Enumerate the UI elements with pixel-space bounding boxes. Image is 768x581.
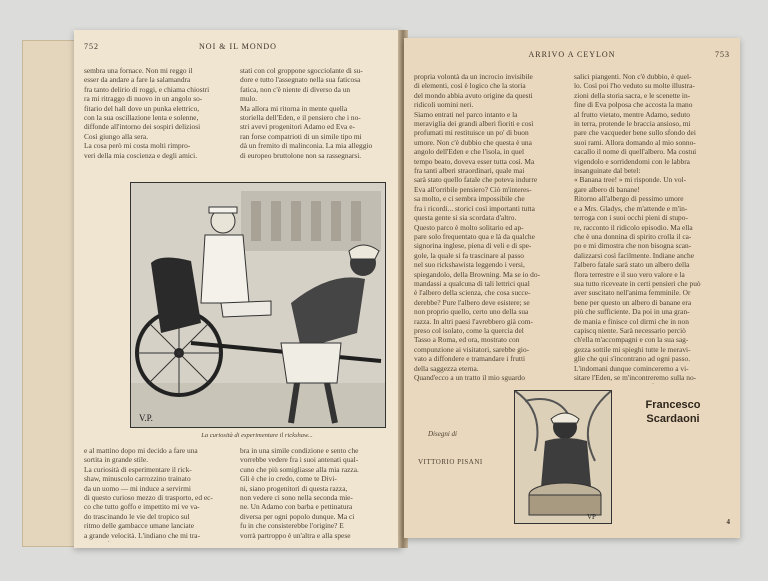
text-line: La curiosità di esperimentare il rick- [84, 464, 192, 474]
text-block [84, 446, 230, 542]
right-column-2 [574, 72, 730, 384]
text-block [414, 72, 564, 384]
text-line: profumati mi restituisce un po' di buon [414, 128, 529, 138]
left-page-number: 752 [84, 42, 99, 51]
right-column-1 [414, 72, 564, 384]
text-line: sitare l'Eden, se m'incontreremo sulla no- [574, 373, 697, 382]
right-page-header [404, 50, 740, 62]
text-line: fatica, non c'è niente di diverso da un [240, 84, 351, 94]
text-line: Siamo entrati nel parco intanto e la [414, 109, 518, 119]
author-byline [618, 398, 728, 426]
text-line: capiscq niente. Sarà necessario perciò [574, 325, 686, 335]
text-line: ran forse compatrioti di un simile tipo mi [240, 131, 362, 141]
text-line: fra tanto delirio di roggi, e chiama chiostri [84, 84, 210, 94]
text-line: fu in che consisterebbe l'origine? E [240, 521, 344, 531]
text-line: fine di Eva polposa che accosta la mano [574, 100, 693, 110]
text-line: do trascinando le vie del tropico sul [84, 511, 190, 521]
text-line: spiegandolo, della Browning. Ma se io do- [414, 269, 541, 279]
left-column-1-bottom [84, 446, 230, 542]
right-running-head: ARRIVO A CEYLON [528, 50, 616, 59]
text-line: bene per questo un albero di banane era [574, 297, 692, 307]
text-line: al frutto vietato, mentre Adamo, seduto [574, 109, 690, 119]
text-line: razza. In altri paesi l'avrebbero già com- [414, 316, 533, 326]
text-line: non proprio quello, certo uno della sua [414, 307, 529, 317]
text-line: a grande velocità. L'indiano che mi tra- [84, 530, 201, 540]
text-line: Questo parco è molto solitario ed ap- [414, 222, 524, 232]
text-line: Tasso a Roma, ed ora, mostrato con [414, 335, 520, 345]
text-line: signorina inglese, piena di veli e di spe- [414, 241, 532, 251]
text-line: ni, siano progenitori di questa razza, [240, 483, 348, 493]
text-line: salici piangenti. Non c'è dubbio, è quel- [574, 72, 692, 81]
text-line: ritmo delle gambacce umane lanciate [84, 521, 194, 531]
text-line: di questo curioso mezzo di trasporto, ed ec- [84, 493, 213, 503]
text-line: di elementi, così è logico che la storia [414, 81, 526, 91]
text-line: derebbe? Pure l'albero deve esistere; se [414, 297, 530, 307]
text-block [240, 66, 386, 160]
svg-text:VP: VP [587, 513, 596, 521]
right-page-number: 753 [715, 50, 730, 59]
text-line: angolo dell'Eden e che l'isola, in quel [414, 147, 525, 157]
left-column-2-bottom [240, 446, 386, 542]
text-line: fra tanti alberi straordinari, quale mai [414, 166, 525, 176]
text-line: tempo beato, doveva esser tutta così. Ma [414, 156, 535, 166]
text-line: Gli è che io credo, come te Divi- [240, 474, 337, 484]
text-line: stri avevi progenitori Adamo ed Eva e- [240, 122, 355, 132]
text-line: ridicoli uomini neri. [414, 100, 474, 110]
text-line [84, 540, 230, 542]
text-line [574, 382, 730, 384]
text-line: mulo. [240, 94, 258, 104]
text-line: nel suo rickshawista leggendo i versi, [414, 260, 525, 270]
text-line: sua tutto riceveate in certi pensieri che può [574, 278, 701, 288]
text-line: Ritorno all'albergo di pessimo umore [574, 194, 684, 204]
text-line: fra i ricordi... storici così importanti tutta [414, 203, 535, 213]
rickshaw-drawing [131, 183, 385, 427]
text-line: sarà stato quello fatale che poteva indurre [414, 175, 538, 185]
text-line: ne. Un Adamo con barba e pettinatura [240, 502, 353, 512]
text-line: in terra, protende le braccia ansioso, mi [574, 119, 691, 129]
text-line: zioni della storia sacra, e le scenette in- [574, 90, 691, 100]
text-line: esser da andare a fare la salamandra [84, 75, 191, 85]
text-line [414, 382, 564, 384]
text-line: po e mi dimostra che non bisogna scan- [574, 241, 692, 251]
illustration-caption: La curiosità di esperimentare il rickshaw... [201, 432, 313, 439]
text-line: Ma allora mi ritorna in mente quella [240, 103, 348, 113]
text-line: Così giungo alla sera. [84, 131, 149, 141]
text-line: bra in una simile condizione e sento che [240, 446, 359, 455]
text-line: fitario del hall dove un punka elettrico, [84, 103, 200, 113]
left-page [74, 30, 402, 548]
text-line: diversa per ogni popolo dunque. Ma ci [240, 511, 355, 521]
text-line: e a Mrs. Gladys, che m'attende e m'in- [574, 203, 688, 213]
text-line: sa molto, e ci sembra impossibile che [414, 194, 525, 204]
text-line: « Banana tree! » mi risponde. Un vol- [574, 175, 687, 185]
text-line: terroga con i suoi occhi pieni di stupo- [574, 213, 688, 223]
text-line: ra mi ritraggo di nuovo in un angolo so- [84, 94, 203, 104]
text-line: pare che vacqueder bene sullo sfondo dei [574, 128, 696, 138]
text-line: aver suscitato nell'anima femminile. Or [574, 288, 691, 298]
text-line: è l'albero della scienza, che cosa succe- [414, 288, 531, 298]
text-line: glie che qui s'incontrano ad ogni passo. [574, 354, 691, 364]
svg-text:V.P.: V.P. [139, 413, 153, 423]
text-block [240, 446, 386, 542]
left-column-2-top [240, 66, 386, 178]
text-line: cuno che più somigliasse alla mia razza. [240, 464, 359, 474]
section-page-number: 4 [726, 518, 730, 526]
left-column-1-top [84, 66, 230, 178]
text-line: Quand'ecco a un tratto il mio sguardo [414, 373, 525, 382]
text-line: compunzione ai visitatori, sarebbe gio- [414, 344, 530, 354]
text-line: cacallo il nome di quell'albero. Ma costui [574, 147, 697, 157]
text-line: gole, la quale si fa trascinare al passo [414, 250, 524, 260]
text-line: che è una donnina di spirito crolla il ca- [574, 231, 692, 241]
text-line: dore e tutto l'assegnato nella sua faticosa [240, 75, 361, 85]
text-line: suoi rami. Allora domando al mio sonno- [574, 137, 696, 147]
text-line: L'indomani dunque cominceremo a vi- [574, 363, 689, 373]
text-block [574, 72, 730, 384]
text-line: de mania e finisce col dirmi che in non [574, 316, 689, 326]
text-block [84, 66, 230, 160]
text-line: pare solo frequentato qua e là da qualche [414, 231, 535, 241]
text-line: vorrà partroppo è un'altra e alla spese [240, 530, 351, 540]
text-line: storiella dell'Eden, e il pensiero che i no- [240, 113, 361, 123]
text-line: del mondo abbia avuto origine da questi [414, 90, 533, 100]
vendor-drawing [515, 391, 611, 523]
left-page-header [74, 42, 402, 54]
text-line: flora terrestre e il suo vero valore e la [574, 269, 685, 279]
text-line: di europeo bruttolone non sa rassegnarsi. [240, 150, 362, 160]
text-line: shaw, minuscolo carrozzino trainato [84, 474, 191, 484]
text-line: più che sufficiente. Da poi in una gran- [574, 307, 690, 317]
text-line: diffonde all'intorno dei sospiri deliziosi [84, 122, 201, 132]
text-line: preso col isolato, come la quercia del [414, 325, 524, 335]
right-page [404, 38, 740, 538]
text-line: da un uomo — mi induce a servirmi [84, 483, 191, 493]
illustrator-name: VITTORIO PISANI [418, 458, 483, 466]
drawings-label: Disegni di [428, 430, 457, 438]
text-line: questa gente si sia scordata d'altro. [414, 213, 517, 223]
author-first-name: Francesco [645, 399, 701, 411]
text-line: con la sua oscillazione lenta e solenne, [84, 113, 199, 123]
text-line: sortita in grande stile. [84, 455, 149, 465]
text-line: stati con col groppone sgocciolante di su- [240, 66, 363, 75]
text-line: re, racconto il ridicolo episodio. Ma ella [574, 222, 693, 232]
author-last-name: Scardaoni [646, 413, 700, 425]
text-line: non vedere ci sono nella seconda mie- [240, 493, 353, 503]
text-line: della saggezza eterna. [414, 363, 479, 373]
left-running-head: NOI & IL MONDO [199, 42, 277, 51]
text-line: co che tutto goffo e impettito mi ve va- [84, 502, 200, 512]
text-line: propria volontà da un incrocio invisibile [414, 72, 533, 81]
text-line: sembra una fornace. Non mi reggo il [84, 66, 193, 75]
text-line: dà un fremito di malinconia. La mia alleggio [240, 141, 373, 151]
text-line: lo. Così poi l'ho veduto su molte illustra- [574, 81, 695, 91]
text-line: La cosa però mi costa molti rimpro- [84, 141, 191, 151]
text-line: meraviglia dei grandi alberi fioriti e così [414, 119, 534, 129]
text-line: veri della mia coscienza e degli amici. [84, 150, 198, 160]
text-line [240, 540, 386, 542]
text-line: e al mattino dopo mi decido a fare una [84, 446, 198, 455]
text-line: umore. Non c'è dubbio che questa è una [414, 137, 532, 147]
text-line: insanguinate dal betel: [574, 166, 641, 176]
text-line: Eva all'orribile pensiero? Ciò m'interes- [414, 184, 532, 194]
text-line: gare albero di banane! [574, 184, 640, 194]
text-line: mandassi a qualcuna di tali lettrici qual [414, 278, 530, 288]
text-line: dalizzarsi così facilmente. Indiane anche [574, 250, 695, 260]
text-line: vigendolo e sorridendomi con le labbra [574, 156, 690, 166]
text-line: ch'ella m'accompagni e con la sua sag- [574, 335, 689, 345]
text-line: l'albero fatale sarà stato un albero della [574, 260, 690, 270]
rickshaw-illustration [130, 182, 386, 428]
text-line: vorrebbe vedere fra i suoi antenati qual- [240, 455, 359, 465]
text-line: gezza sottile mi spieghi tutte le meravi- [574, 344, 691, 354]
text-line: vato a diffondere e tramandare i frutti [414, 354, 526, 364]
vendor-illustration [514, 390, 612, 524]
